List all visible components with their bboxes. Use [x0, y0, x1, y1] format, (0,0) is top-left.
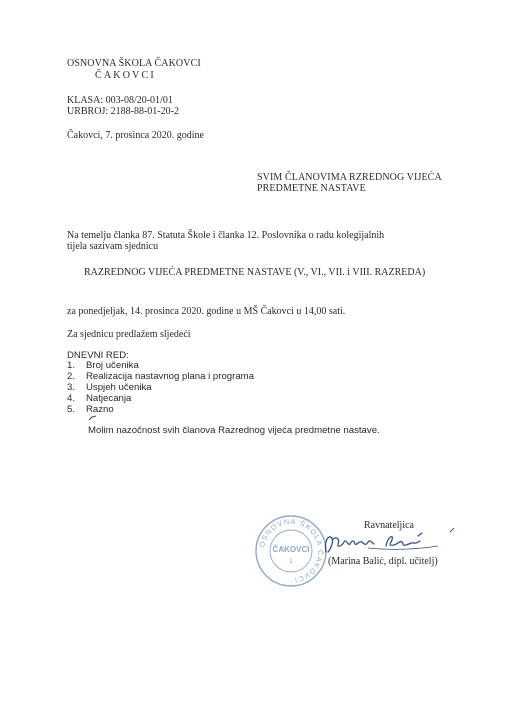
agenda-proposal: Za sjednicu predlažem sljedeći	[67, 329, 191, 340]
recipient-line-1: SVIM ČLANOVIMA RZREDNOG VIJEĆA	[257, 172, 442, 183]
intro-paragraph: Na temelju članka 87. Statuta Škole i članka 12. Poslovnika o radu kolegijalnih tijela sazivam sjednicu	[67, 230, 385, 252]
urbroj-number: URBROJ: 2188-88-01-20-2	[67, 106, 179, 117]
agenda-item-text: Natjecanja	[86, 393, 132, 404]
klasa-number: KLASA: 003-08/20-01/01	[67, 95, 173, 106]
signatory-name: (Marina Balić, dipl. učitelj)	[328, 556, 438, 567]
agenda-item-number: 4.	[67, 393, 76, 404]
handwritten-signature	[318, 528, 466, 556]
agenda-item-number: 1.	[67, 360, 76, 371]
agenda-item-text: Razno	[86, 404, 114, 415]
agenda-item-text: Realizacija nastavnog plana i programa	[86, 371, 254, 382]
pen-mark	[88, 414, 98, 422]
stamp-number: 1	[289, 558, 293, 565]
council-title: RAZREDNOG VIJEĆA PREDMETNE NASTAVE (V., VI., VII. i VIII. RAZREDA)	[84, 267, 426, 278]
stamp-center-text: ČAKOVCI	[272, 545, 310, 554]
agenda-item-number: 3.	[67, 382, 76, 393]
signature-role: Ravnateljica	[364, 520, 414, 531]
school-place: ČAKOVCI	[95, 70, 156, 81]
agenda-item-number: 2.	[67, 371, 76, 382]
agenda-item	[67, 371, 254, 382]
date-line: Čakovci, 7. prosinca 2020. godine	[67, 130, 204, 141]
meeting-time: za ponedjeljak, 14. prosinca 2020. godine u MŠ Čakovci u 14,00 sati.	[67, 306, 346, 317]
school-name: OSNOVNA ŠKOLA ČAKOVCI	[67, 58, 201, 69]
agenda-item-text: Broj učenika	[86, 360, 139, 371]
stamp-ring-text: OSNOVNA ŠKOLA ČAKOVCI	[257, 516, 326, 585]
agenda-item	[67, 382, 254, 393]
recipient-line-2: PREDMETNE NASTAVE	[257, 183, 366, 194]
agenda-heading: DNEVNI RED:	[67, 350, 129, 361]
agenda-item-number: 5.	[67, 404, 76, 415]
agenda-item	[67, 393, 254, 404]
agenda-item	[67, 360, 254, 371]
agenda-item-text: Uspjeh učenika	[86, 382, 152, 393]
agenda-list	[67, 360, 254, 415]
closing-sentence: Molim nazočnost svih članova Razrednog vijeća predmetne nastave.	[88, 425, 380, 436]
